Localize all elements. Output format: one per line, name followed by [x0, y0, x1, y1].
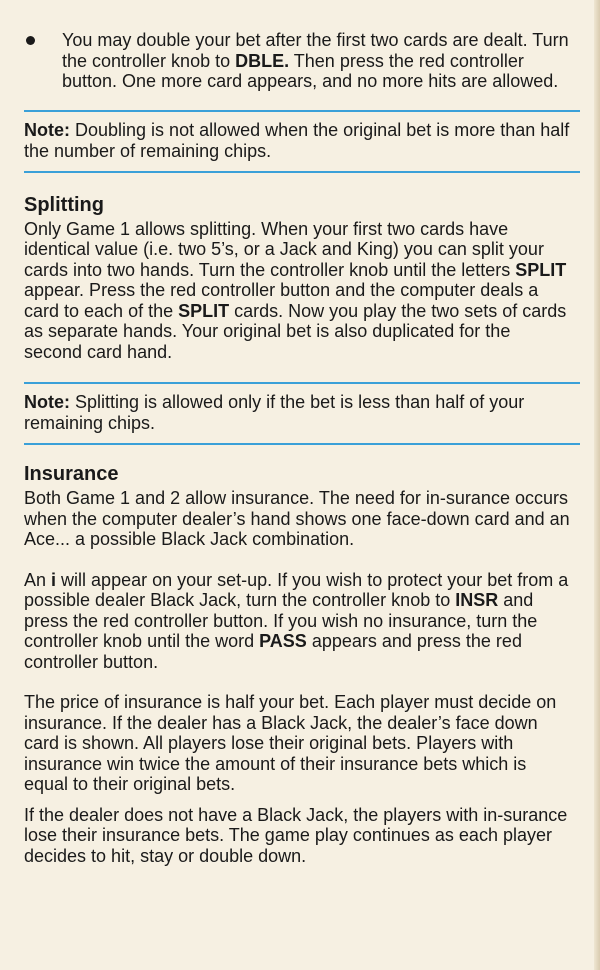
note-label: Note:: [24, 119, 70, 140]
double-bet-bullet: [24, 30, 572, 92]
section-heading-insurance: Insurance: [24, 463, 119, 485]
note-splitting: [24, 392, 572, 434]
keyword-insr: INSR: [455, 590, 499, 610]
bullet-icon: [26, 36, 35, 45]
insurance-paragraph-2: An i will appear on your set-up. If you wish to protect your bet from a possible dealer Black Jack, turn the controller knob to INSR and press the red controller button. If you wish no insurance, turn the controller knob until the word PASS appears and press the red controller button.: [24, 569, 569, 672]
section-heading-splitting: Splitting: [24, 193, 104, 216]
keyword-dble: DBLE.: [235, 50, 290, 71]
manual-page: [24, 30, 572, 866]
insurance-paragraph-1: Both Game 1 and 2 allow insurance. The need for in-surance occurs when the computer dealer’s hand shows one face-down card and an Ace... a possible Black Jack combination.: [24, 488, 570, 549]
divider-rule: [24, 443, 580, 445]
insurance-paragraph-3: The price of insurance is half your bet. Each player must decide on insurance. If the dealer has a Black Jack, the dealer’s face down card is shown. All players lose their original bets. Players with insurance win twice the amount of their insurance bets which is equal to their original bets.: [24, 692, 557, 794]
keyword-pass: PASS: [259, 631, 307, 651]
keyword-i: i: [51, 569, 57, 590]
double-bet-text: You may double your bet after the first two cards are dealt. Turn the controller knob to DBLE. Then press the red controller button. One more card appears, and no more hits are allowed.: [62, 30, 569, 91]
keyword-split: SPLIT: [515, 259, 567, 280]
splitting-text: Only Game 1 allows splitting. When your first two cards have identical value (i.e. two 5’s, or a Jack and King) you can split your cards into two hands. Turn the controller knob until the letters SPLIT appear. Press the red controller button and the computer deals a card to each of the SPLIT cards. Now you play the two sets of cards as separate hands. Your original bet is also duplicated for the second card hand.: [24, 218, 567, 362]
keyword-split: SPLIT: [178, 300, 230, 321]
note-doubling: [24, 120, 572, 162]
page-edge: [594, 0, 600, 970]
divider-rule: [24, 171, 580, 173]
note-text: Doubling is not allowed when the original bet is more than half the number of remaining chips.: [24, 119, 570, 161]
note-text: Splitting is allowed only if the bet is less than half of your remaining chips.: [24, 392, 525, 433]
insurance-paragraph-4: If the dealer does not have a Black Jack, the players with in-surance lose their insurance bets. The game play continues as each player decides to hit, stay or double down.: [24, 804, 568, 866]
divider-rule: [24, 382, 580, 384]
divider-rule: [24, 110, 580, 112]
note-label: Note:: [24, 392, 70, 412]
